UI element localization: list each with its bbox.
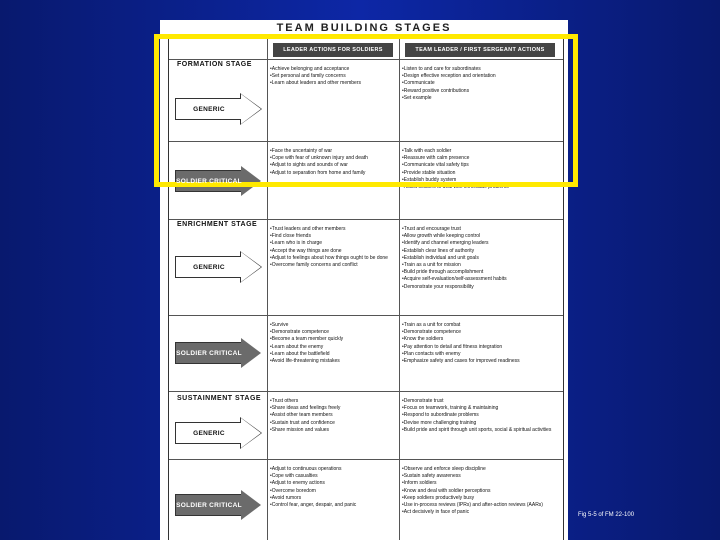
list-item: • Assist soldiers to deal with immediate problems <box>401 184 559 191</box>
list-item: • Act decisively in face of panic <box>401 509 559 516</box>
list-item: • Build pride and spirit through unit sports, social & spiritual activities <box>401 427 559 434</box>
list-item: • Demonstrate trust <box>401 398 559 405</box>
list-item: • Know the soldiers <box>401 336 559 343</box>
list-item: • Communicate <box>401 80 559 87</box>
document-title: TEAM BUILDING STAGES <box>276 22 452 34</box>
table-row <box>169 391 563 460</box>
list-item: • Find close friends <box>269 233 397 240</box>
list-item: • Assist other team members <box>269 412 397 419</box>
list-item: • Reassure with calm presence <box>401 155 559 162</box>
list-item: • Provide stable situation <box>401 170 559 177</box>
leader-actions-cell <box>401 466 559 516</box>
list-item: • Allow growth while keeping control <box>401 233 559 240</box>
list-item: • Acquire self-evaluation/self-assessment habits <box>401 276 559 283</box>
list-item: • Demonstrate your responsibility <box>401 284 559 291</box>
list-item: • Avoid rumors <box>269 495 397 502</box>
leader-actions-cell <box>401 226 559 291</box>
list-item: • Listen to and care for subordinates <box>401 66 559 73</box>
list-item: • Know and deal with soldier perceptions <box>401 488 559 495</box>
generic-arrow <box>175 418 261 448</box>
figure-caption: Fig 5-5 of FM 22-100 <box>578 512 635 518</box>
list-item: • Adjust to enemy actions <box>269 480 397 487</box>
list-item: • Build pride through accomplishment <box>401 269 559 276</box>
list-item: • Trust others <box>269 398 397 405</box>
arrow-label: GENERIC <box>193 105 225 113</box>
column-header-soldiers: LEADER ACTIONS FOR SOLDIERS <box>273 43 393 57</box>
list-item: • Pay attention to detail and fitness integration <box>401 344 559 351</box>
list-item: • Overcome boredom <box>269 488 397 495</box>
generic-arrow <box>175 252 261 282</box>
list-item: • Establish buddy system <box>401 177 559 184</box>
list-item: • Trust leaders and other members <box>269 226 397 233</box>
soldier-actions-cell <box>269 398 397 434</box>
list-item: • Use in-process reviews (IPRs) and after-action reviews (AARs) <box>401 502 559 509</box>
stage-formation: FORMATION STAGE <box>177 61 252 68</box>
table-row <box>169 315 563 392</box>
arrow-label: GENERIC <box>193 263 225 271</box>
list-item: • Sustain trust and confidence <box>269 420 397 427</box>
table-row <box>169 459 563 540</box>
list-item: • Overcome family concerns and conflict <box>269 262 397 269</box>
list-item: • Learn about leaders and other members <box>269 80 397 87</box>
soldier-actions-cell <box>269 226 397 269</box>
list-item: • Learn who is in charge <box>269 240 397 247</box>
list-item: • Emphasize safety and cases for improved readiness <box>401 358 559 365</box>
list-item: • Survive <box>269 322 397 329</box>
list-item: • Share mission and values <box>269 427 397 434</box>
list-item: • Cope with fear of unknown injury and death <box>269 155 397 162</box>
soldier-actions-cell <box>269 466 397 509</box>
table-row <box>169 219 563 316</box>
list-item: • Plan contacts with enemy <box>401 351 559 358</box>
list-item: • Learn about the enemy <box>269 344 397 351</box>
list-item: • Adjust to continuous operations <box>269 466 397 473</box>
list-item: • Become a team member quickly <box>269 336 397 343</box>
list-item: • Trust and encourage trust <box>401 226 559 233</box>
list-item: • Avoid life-threatening mistakes <box>269 358 397 365</box>
list-item: • Cope with casualties <box>269 473 397 480</box>
list-item: • Adjust to feelings about how things ought to be done <box>269 255 397 262</box>
list-item: • Reward positive contributions <box>401 88 559 95</box>
list-item: • Devise more challenging training <box>401 420 559 427</box>
list-item: • Demonstrate competence <box>269 329 397 336</box>
list-item: • Set example <box>401 95 559 102</box>
list-item: • Identify and channel emerging leaders <box>401 240 559 247</box>
list-item: • Establish individual and unit goals <box>401 255 559 262</box>
list-item: • Inform soldiers <box>401 480 559 487</box>
soldier-critical-arrow <box>175 490 261 520</box>
soldier-actions-cell <box>269 322 397 365</box>
list-item: • Train as a unit for mission <box>401 262 559 269</box>
list-item: • Focus on teamwork, training & maintaining <box>401 405 559 412</box>
list-item: • Keep soldiers productively busy <box>401 495 559 502</box>
list-item: • Adjust to separation from home and family <box>269 170 397 177</box>
list-item: • Accept the way things are done <box>269 248 397 255</box>
list-item: • Design effective reception and orientation <box>401 73 559 80</box>
list-item: • Sustain safety awareness <box>401 473 559 480</box>
stage-sustainment: SUSTAINMENT STAGE <box>177 395 262 402</box>
list-item: • Learn about the battlefield <box>269 351 397 358</box>
list-item: • Establish clear lines of authority <box>401 248 559 255</box>
column-header-leaders: TEAM LEADER / FIRST SERGEANT ACTIONS <box>405 43 555 57</box>
list-item: • Adjust to sights and sounds of war <box>269 162 397 169</box>
list-item: • Control fear, anger, despair, and panic <box>269 502 397 509</box>
arrow-label: SOLDIER CRITICAL <box>176 349 242 357</box>
list-item: • Respond to subordinate problems <box>401 412 559 419</box>
arrow-label: GENERIC <box>193 429 225 437</box>
stage-enrichment: ENRICHMENT STAGE <box>177 221 258 228</box>
list-item: • Share ideas and feelings freely <box>269 405 397 412</box>
leader-actions-cell <box>401 322 559 365</box>
list-item: • Communicate vital safety tips <box>401 162 559 169</box>
leader-actions-cell <box>401 398 559 434</box>
list-item: • Train as a unit for combat <box>401 322 559 329</box>
list-item: • Face the uncertainty of war <box>269 148 397 155</box>
list-item: • Demonstrate competence <box>401 329 559 336</box>
list-item: • Observe and enforce sleep discipline <box>401 466 559 473</box>
list-item: • Set personal and family concerns <box>269 73 397 80</box>
list-item: • Achieve belonging and acceptance <box>269 66 397 73</box>
arrow-label: SOLDIER CRITICAL <box>176 501 242 509</box>
arrow-label: SOLDIER CRITICAL <box>176 177 242 185</box>
list-item: • Talk with each soldier <box>401 148 559 155</box>
soldier-critical-arrow <box>175 338 261 368</box>
